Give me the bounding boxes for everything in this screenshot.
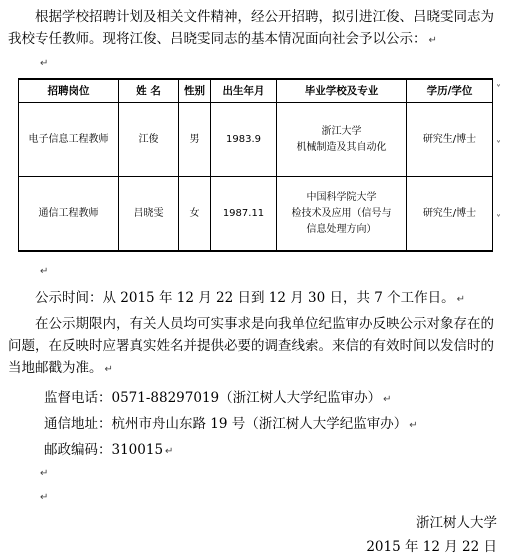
header-school: 毕业学校及专业 [277, 79, 407, 103]
school-line: 检技术及应用（信号与 [291, 207, 392, 219]
intro-text: 根据学校招聘计划及相关文件精神，经公开招聘，拟引进江俊、吕晓雯同志为我校专任教师。现将江俊、吕晓雯同志的基本情况面向社会予以公示： [8, 9, 494, 47]
header-name: 姓 名 [119, 79, 179, 103]
candidate-table [18, 78, 493, 252]
header-post: 招聘岗位 [19, 79, 119, 103]
cell-name: 江俊 [119, 103, 179, 177]
paragraph-mark: ↵ [40, 468, 49, 479]
table-header-row [19, 79, 493, 103]
paragraph-mark: ↵ [104, 364, 113, 375]
paragraph-mark: ↵ [40, 492, 49, 503]
intro-paragraph [8, 6, 499, 52]
table-row [19, 103, 493, 177]
cell-degree: 研究生/博士 [407, 103, 493, 177]
table-row [19, 177, 493, 252]
signature-date: 2015 年 12 月 22 日 [366, 539, 497, 555]
paragraph-mark: ↵ [383, 394, 392, 405]
header-birth: 出生年月 [211, 79, 277, 103]
school-line: 中国科学院大学 [306, 191, 377, 203]
postcode-line [44, 439, 173, 463]
cell-post: 电子信息工程教师 [19, 103, 119, 177]
paragraph-mark: ↵ [409, 420, 418, 431]
address-text: 通信地址：杭州市舟山东路 19 号（浙江树人大学纪监审办） [44, 416, 408, 432]
cell-birth: 1983.9 [211, 103, 277, 177]
school-line: 机械制造及其自动化 [296, 141, 387, 153]
cell-name: 吕晓雯 [119, 177, 179, 252]
notice-paragraph [8, 313, 499, 381]
cell-birth: 1987.11 [211, 177, 277, 252]
address-line [44, 413, 418, 437]
signature-org: 浙江树人大学 [416, 515, 497, 531]
paragraph-mark: ↵ [165, 446, 174, 457]
school-line: 浙江大学 [321, 125, 362, 137]
phone-line [44, 387, 392, 411]
cell-gender: 女 [179, 177, 211, 252]
row-end-mark: ˅ [496, 84, 501, 95]
header-degree: 学历/学位 [407, 79, 493, 103]
postcode-text: 邮政编码：310015 [44, 442, 164, 458]
paragraph-mark: ↵ [40, 266, 49, 277]
cell-school [277, 103, 407, 177]
paragraph-mark: ↵ [40, 58, 49, 69]
paragraph-mark: ↵ [456, 294, 466, 305]
cell-school [277, 177, 407, 252]
period-text: 公示时间：从 2015 年 12 月 22 日到 12 月 30 日，共 7 个工作日。 [35, 290, 455, 306]
phone-text: 监督电话：0571-88297019（浙江树人大学纪监审办） [44, 390, 382, 406]
period-paragraph [8, 287, 499, 311]
cell-gender: 男 [179, 103, 211, 177]
school-line: 信息处理方向） [306, 223, 377, 235]
notice-text: 在公示期限内，有关人员均可实事求是向我单位纪监审办反映公示对象存在的问题，在反映时应署真实姓名并提供必要的调查线索。来信的有效时间以发信时的当地邮戳为准。 [8, 316, 494, 376]
cell-degree: 研究生/博士 [407, 177, 493, 252]
header-gender: 性别 [179, 79, 211, 103]
row-end-mark: ˅ [496, 214, 501, 225]
row-end-mark: ˅ [496, 140, 501, 151]
paragraph-mark: ↵ [428, 35, 437, 46]
cell-post: 通信工程教师 [19, 177, 119, 252]
